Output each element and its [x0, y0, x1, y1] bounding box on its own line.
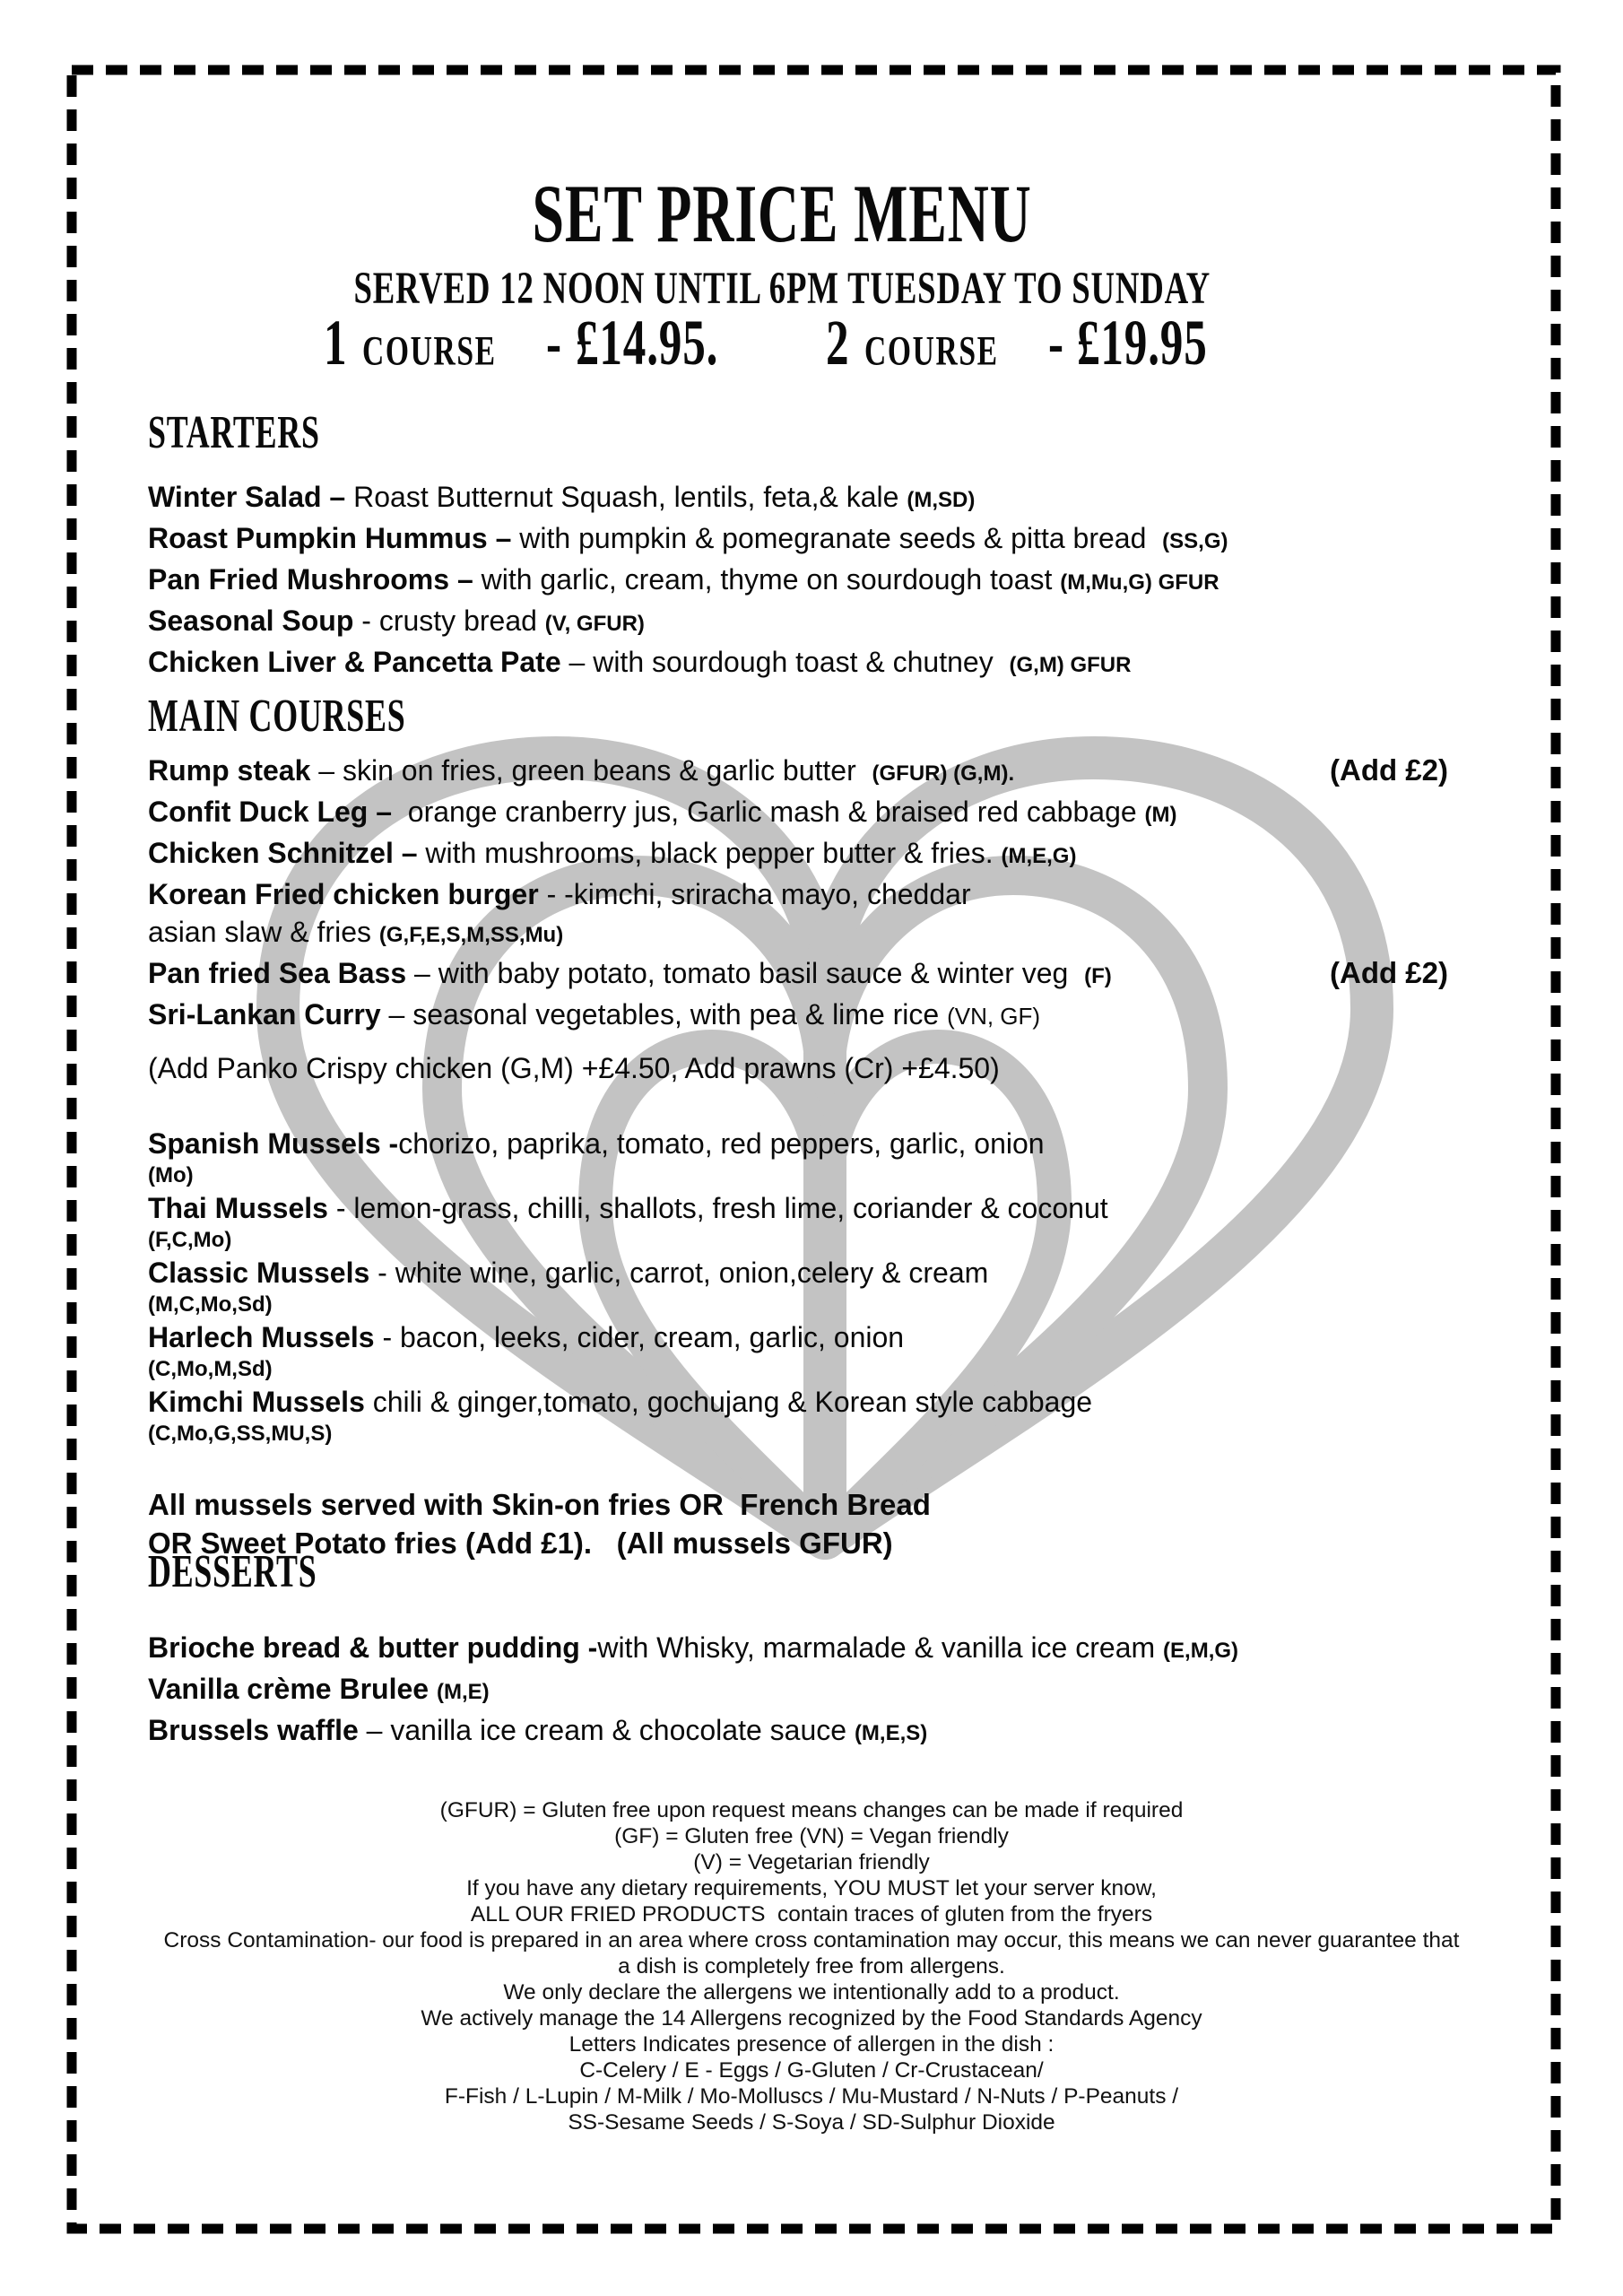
price-dash: -: [1047, 307, 1064, 378]
allergen-codes-line: (C,Mo,G,SS,MU,S): [148, 1422, 333, 1446]
item-description: Roast Butternut Squash, lentils, feta,& kale: [345, 481, 907, 513]
item-price-addon: (Add £2): [1330, 753, 1448, 787]
menu-item-line: [148, 793, 1448, 834]
allergen-codes-line: (C,Mo,M,Sd): [148, 1357, 273, 1381]
item-description: – skin on fries, green beans & garlic butter: [310, 754, 872, 787]
course1-unit: COURSE: [362, 328, 497, 375]
menu-item-line: [148, 1629, 1448, 1670]
item-name: Chicken Schnitzel –: [148, 837, 418, 869]
page-title: SET PRICE MENU: [532, 168, 1032, 260]
item-allergen-codes: (M,SD): [907, 488, 976, 512]
item-name: Seasonal Soup: [148, 604, 354, 637]
course1-qty: 1: [324, 307, 348, 378]
item-description: with pumpkin & pomegranate seeds & pitta bread: [511, 522, 1163, 554]
menu-item-line: [148, 834, 1448, 875]
item-description: with mushrooms, black pepper butter & fries.: [417, 837, 1002, 869]
item-name: Winter Salad –: [148, 481, 346, 513]
item-name: Confit Duck Leg –: [148, 796, 393, 828]
section-heading-text: DESSERTS: [148, 1545, 317, 1597]
item-description: – vanilla ice cream & chocolate sauce: [358, 1714, 855, 1746]
allergen-codes-line: (Mo): [148, 1163, 194, 1187]
serving-times: SERVED 12 NOON UNTIL 6PM TUESDAY TO SUNDAY: [353, 263, 1211, 314]
item-name: Spanish Mussels -: [148, 1127, 399, 1160]
item-allergen-codes: (M,E,G): [1001, 844, 1077, 868]
menu-item-line: [148, 1126, 1448, 1161]
course2-qty: 2: [825, 307, 849, 378]
item-description: - white wine, garlic, carrot, onion,celery & cream: [369, 1257, 989, 1289]
item-description: – with baby potato, tomato basil sauce & winter veg: [406, 957, 1085, 989]
course2-unit: COURSE: [864, 328, 999, 375]
footer-note-line: Cross Contamination- our food is prepared in an area where cross contamination may occur, this means we can never guarantee that: [163, 1928, 1460, 1952]
item-description: - lemon-grass, chilli, shallots, fresh lime, coriander & coconut: [327, 1192, 1108, 1224]
course2-price: £19.95: [1076, 307, 1208, 378]
title-row: [38, 167, 1526, 260]
menu-item-line: [148, 519, 1448, 561]
footer-note-line: We actively manage the 14 Allergens recognized by the Food Standards Agency: [421, 2006, 1202, 2031]
item-name: Brioche bread & butter pudding -: [148, 1631, 598, 1664]
item-allergen-codes: (GFUR) (G,M).: [872, 761, 1015, 786]
section-heading: [148, 1544, 1448, 1597]
menu-item-line: [148, 752, 1448, 793]
footer-note-line: We only declare the allergens we intentionally add to a product.: [503, 1980, 1120, 2005]
footer-note-line: (GFUR) = Gluten free upon request means changes can be made if required: [439, 1798, 1184, 1822]
serving-note-line: OR Sweet Potato fries (Add £1). (All mussels GFUR): [148, 1526, 893, 1560]
section-heading-text: MAIN COURSES: [148, 690, 406, 742]
item-allergen-codes: (G,M) GFUR: [1009, 653, 1132, 677]
addon-note-line: (Add Panko Crispy chicken (G,M) +£4.50, Add prawns (Cr) +£4.50): [148, 1052, 1000, 1084]
item-name: Chicken Liver & Pancetta Pate: [148, 646, 561, 678]
menu-item-line: [148, 1670, 1448, 1711]
item-description: - -kimchi, sriracha mayo, cheddar: [538, 878, 971, 910]
menu-item-line: [148, 561, 1448, 602]
menu-item-line: [148, 1191, 1448, 1225]
menu-item-line: [148, 1256, 1448, 1290]
item-description: chorizo, paprika, tomato, red peppers, garlic, onion: [398, 1127, 1045, 1160]
item-allergen-codes: (E,M,G): [1163, 1639, 1239, 1663]
menu-item-line: [148, 875, 1448, 913]
serving-note-line: All mussels served with Skin-on fries OR French Bread: [148, 1488, 931, 1521]
item-name: Sri-Lankan Curry: [148, 998, 381, 1031]
item-allergen-codes: (SS,G): [1162, 529, 1228, 553]
item-description: - bacon, leeks, cider, cream, garlic, onion: [374, 1321, 905, 1353]
section-heading-text: STARTERS: [148, 406, 320, 458]
item-name: Korean Fried chicken burger: [148, 878, 539, 910]
menu-section-starters: [148, 405, 1448, 684]
footer-note-line: (V) = Vegetarian friendly: [693, 1850, 930, 1874]
item-name: Classic Mussels: [148, 1257, 370, 1289]
menu-item-line: [148, 1320, 1448, 1354]
item-allergen-codes: (M,Mu,G) GFUR: [1060, 570, 1219, 595]
item-name: Pan fried Sea Bass: [148, 957, 407, 989]
item-description: with Whisky, marmalade & vanilla ice cream: [597, 1631, 1164, 1664]
item-name: Kimchi Mussels: [148, 1386, 365, 1418]
item-diet-codes: (VN, GF): [947, 1003, 1041, 1030]
allergen-codes-line: (M,C,Mo,Sd): [148, 1292, 273, 1317]
pricing-row: [38, 307, 1526, 380]
item-price-addon: (Add £2): [1330, 956, 1448, 989]
menu-item-line: [148, 1711, 1448, 1752]
item-name: Rump steak: [148, 754, 311, 787]
allergen-codes-line: (F,C,Mo): [148, 1228, 232, 1252]
item-name: Roast Pumpkin Hummus –: [148, 522, 512, 554]
footer-note-line: If you have any dietary requirements, YOU MUST let your server know,: [466, 1876, 1157, 1900]
course1-price: £14.95.: [575, 307, 718, 378]
item-name: Brussels waffle: [148, 1714, 359, 1746]
item-allergen-codes: (M): [1144, 803, 1177, 827]
item-allergen-codes: (F): [1084, 964, 1112, 988]
footer-note-line: (GF) = Gluten free (VN) = Vegan friendly: [614, 1824, 1009, 1848]
footer-note-line: ALL OUR FRIED PRODUCTS contain traces of gluten from the fryers: [470, 1902, 1153, 1926]
item-allergen-codes: (M,E): [436, 1680, 490, 1704]
footer-note-line: SS-Sesame Seeds / S-Soya / SD-Sulphur Dioxide: [568, 2110, 1055, 2135]
footer-note-line: a dish is completely free from allergens.: [618, 1954, 1005, 1979]
item-description: chili & ginger,tomato, gochujang & Korean style cabbage: [364, 1386, 1093, 1418]
item-allergen-codes: (V, GFUR): [544, 612, 645, 636]
item-name: Pan Fried Mushrooms –: [148, 563, 473, 596]
item-name: Vanilla crème Brulee: [148, 1673, 437, 1705]
item-allergen-codes: (G,F,E,S,M,SS,Mu): [378, 923, 564, 947]
menu-item-line: [148, 996, 1448, 1035]
section-heading: [148, 689, 1448, 742]
price-dash: -: [546, 307, 563, 378]
item-name: Thai Mussels: [148, 1192, 328, 1224]
footer-note-line: Letters Indicates presence of allergen in the dish :: [568, 2032, 1055, 2057]
footer-note-line: F-Fish / L-Lupin / M-Milk / Mo-Molluscs / Mu-Mustard / N-Nuts / P-Peanuts /: [444, 2084, 1179, 2109]
menu-section-main-courses: [148, 689, 1448, 1562]
allergen-footer: [94, 1797, 1529, 2135]
item-description: with garlic, cream, thyme on sourdough toast: [473, 563, 1061, 596]
section-heading: [148, 405, 1448, 458]
menu-section-desserts: [148, 1544, 1448, 1752]
item-description: orange cranberry jus, Garlic mash & braised red cabbage: [392, 796, 1145, 828]
menu-item-line: [148, 1385, 1448, 1419]
menu-item-line: [148, 954, 1448, 996]
menu-item-line: [148, 602, 1448, 643]
subtitle-row: [38, 262, 1526, 314]
item-description: – with sourdough toast & chutney: [560, 646, 1010, 678]
item-description: asian slaw & fries: [148, 916, 379, 948]
menu-item-line: [148, 478, 1448, 519]
item-description: – seasonal vegetables, with pea & lime rice: [380, 998, 948, 1031]
item-description: - crusty bread: [353, 604, 545, 637]
menu-item-line: [148, 643, 1448, 684]
footer-note-line: C-Celery / E - Eggs / G-Gluten / Cr-Crustacean/: [579, 2058, 1044, 2083]
item-allergen-codes: (M,E,S): [854, 1721, 928, 1745]
menu-item-line: [148, 913, 1448, 954]
item-name: Harlech Mussels: [148, 1321, 375, 1353]
